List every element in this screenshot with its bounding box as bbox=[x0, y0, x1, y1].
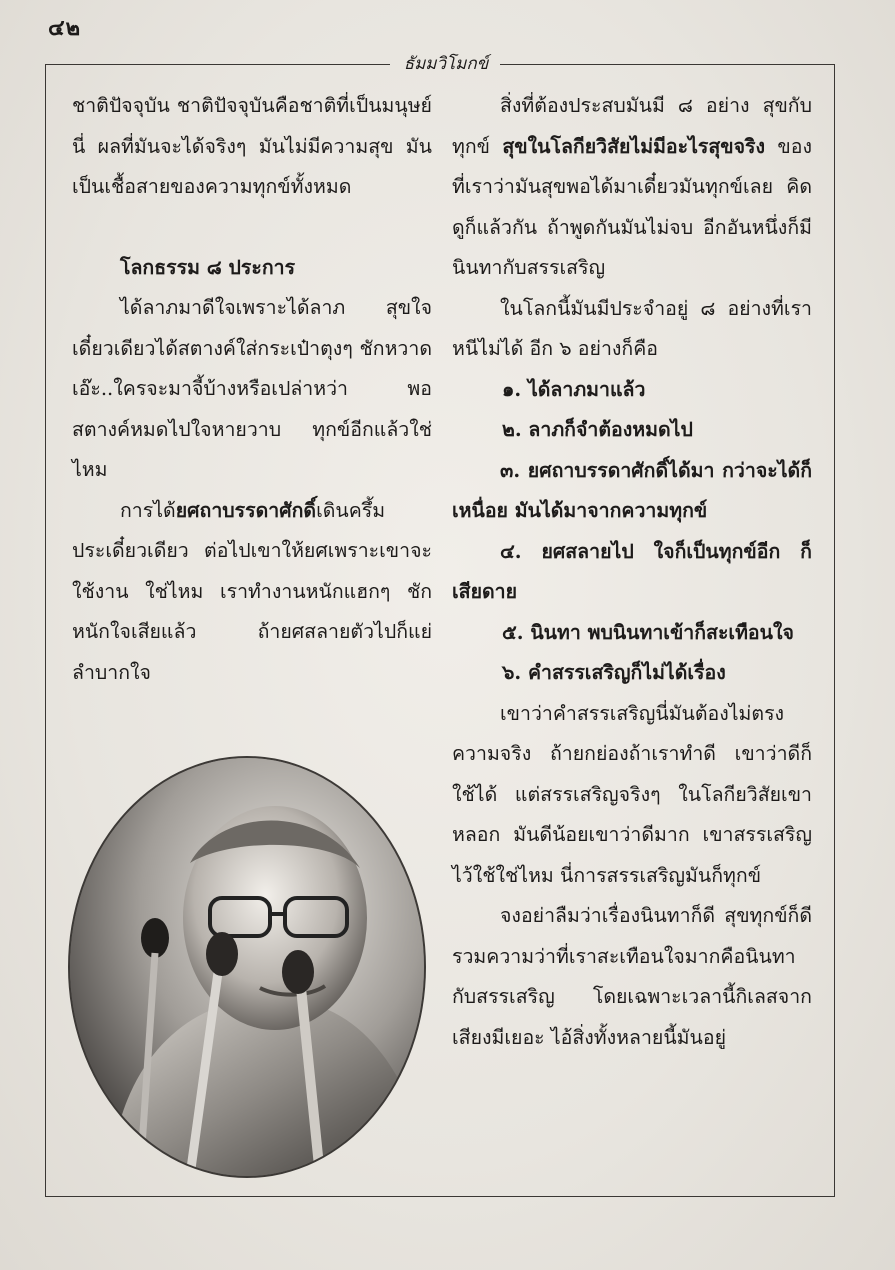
left-paragraph-3 bbox=[72, 491, 432, 694]
portrait-illustration bbox=[70, 758, 424, 1176]
list-item-4: ๔. ยศสลายไป ใจก็เป็นทุกข์อีก ก็เสียดาย bbox=[452, 539, 812, 603]
list-item-6: ๖. คำสรรเสริญก็ไม่ได้เรื่อง bbox=[502, 661, 726, 684]
section-heading: โลกธรรม ๘ ประการ bbox=[120, 255, 296, 279]
right-paragraph-3: เขาว่าคำสรรเสริญนี่มันต้องไม่ตรงความจริง ถ้ายกย่องถ้าเราทำดี เขาว่าดีก็ใช้ได้ แต่สรรเสริญจริงๆ ในโลกียวิสัยเขาหลอก มันดีน้อยเขาว่าดีมาก เขาสรรเสริญไว้ใช้ใช่ไหม นี่การสรรเสริญมันก็ทุกข์ bbox=[452, 701, 812, 887]
section-spacer bbox=[72, 208, 432, 248]
right-paragraph-2: ในโลกนี้มันมีประจำอยู่ ๘ อย่างที่เราหนีไม่ได้ อีก ๖ อย่างก็คือ bbox=[452, 296, 812, 360]
left-paragraph-1: ชาติปัจจุบัน ชาติปัจจุบันคือชาติที่เป็นมนุษย์นี่ ผลที่มันจะได้จริงๆ มันไม่มีความสุข มันเป็นเชื้อสายของความทุกข์ทั้งหมด bbox=[72, 94, 432, 198]
list-item-5: ๕. นินทา พบนินทาเข้าก็สะเทือนใจ bbox=[502, 620, 794, 644]
right-p1-text-b: ของที่เราว่ามันสุขพอได้มาเดี๋ยวมันทุกข์เลย คิดดูก็แล้วกัน ถ้าพูดกันมันไม่จบ อีกอันหนึ่งก็มีนินทากับสรรเสริญ bbox=[452, 134, 812, 279]
left-p3-text-b: เดินครึ้มประเดี๋ยวเดียว ต่อไปเขาให้ยศเพราะเขาจะใช้งาน ใช่ไหม เราทำงานหนักแฮกๆ ชักหนักใจเสียแล้ว ถ้ายศสลายตัวไปก็แย่ลำบากใจ bbox=[72, 498, 432, 684]
running-title: ธัมมวิโมกข์ bbox=[403, 54, 489, 74]
page-number: ๔๒ bbox=[48, 15, 82, 41]
monk-portrait-photo bbox=[68, 756, 426, 1178]
list-item-1: ๑. ได้ลาภมาแล้ว bbox=[502, 377, 646, 401]
left-p3-bold: ยศถาบรรดาศักดิ์ bbox=[175, 498, 317, 522]
right-column bbox=[452, 86, 812, 1058]
list-item-3: ๓. ยศถาบรรดาศักดิ์ได้มา กว่าจะได้ก็เหนื่อย มันได้มาจากความทุกข์ bbox=[452, 458, 812, 522]
left-paragraph-2: ได้ลาภมาดีใจเพราะได้ลาภ สุขใจเดี๋ยวเดียวได้สตางค์ใส่กระเป๋าตุงๆ ชักหวาด เอ๊ะ..ใครจะมาจี้บ้างหรือเปล่าหว่า พอสตางค์หมดไปใจหายวาบ ทุกข์อีกแล้วใช่ไหม bbox=[72, 296, 432, 481]
right-p1-bold: สุขในโลกียวิสัยไม่มีอะไรสุขจริง bbox=[502, 134, 766, 158]
right-p1-text-a: สิ่งที่ต้องประสบมันมี ๘ อย่าง สุขกับทุกข์ bbox=[452, 94, 812, 158]
left-column bbox=[72, 86, 432, 693]
right-paragraph-4: จงอย่าลืมว่าเรื่องนินทาก็ดี สุขทุกข์ก็ดี รวมความว่าที่เราสะเทือนใจมากคือนินทากับสรรเสริญ โดยเฉพาะเวลานี้กิเลสจากเสียงมีเยอะ ไอ้สิ่งทั้งหลายนี้มันอยู่ bbox=[452, 904, 812, 1049]
right-paragraph-1 bbox=[452, 86, 812, 289]
left-p3-text-a: การได้ bbox=[120, 498, 176, 522]
list-item-2: ๒. ลาภก็จำต้องหมดไป bbox=[502, 418, 693, 441]
